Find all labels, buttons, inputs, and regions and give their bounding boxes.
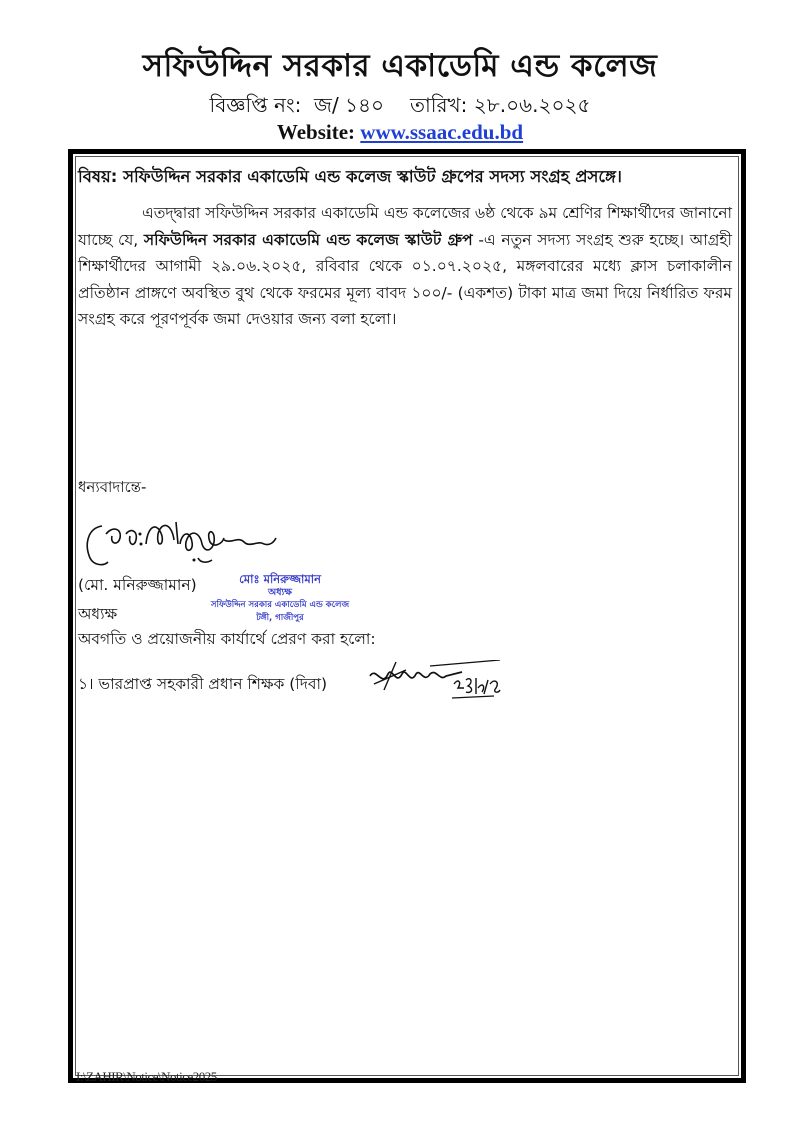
signature-scribble-icon <box>82 514 282 572</box>
principal-signature <box>82 514 282 576</box>
website-label: Website: <box>276 120 356 144</box>
signer-role: অধ্যক্ষ <box>78 605 118 623</box>
signer-name: (মো. মনিরুজ্জামান) <box>78 576 197 594</box>
notice-content <box>78 160 732 333</box>
notice-body-part2: -এ নতুন সদস্য সংগ্রহ শুরু হচ্ছে। আগ্রহী শিক্ষার্থীদের আগামী ২৯.০৬.২০২৫, রবিবার থেকে ০১.০৭.২০২৫, মঙ্গলবারের মধ্যে ক্লাস চলাকালীন প্রতিষ্ঠান প্রাঙ্গণে অবস্থিত বুথ থেকে ফরমের মূল্য বাবদ ১০০/- (একশত) টাকা মাত্র জমা দিয়ে নির্ধারিত ফরম সংগ্রহ করে পূরণপূর্বক জমা দেওয়ার জন্য বলা হলো। <box>78 230 732 328</box>
notice-subject: বিষয়: সফিউদ্দিন সরকার একাডেমি এন্ড কলেজ স্কাউট গ্রুপের সদস্য সংগ্রহ প্রসঙ্গে। <box>78 167 622 186</box>
notice-body <box>78 200 732 333</box>
institution-title: সফিউদ্দিন সরকার একাডেমি এন্ড কলেজ <box>142 48 658 84</box>
notice-body-part1: এতদ্দ্বারা সফিউদ্দিন সরকার একাডেমি এন্ড কলেজের ৬ষ্ঠ থেকে ৯ম শ্রেণির শিক্ষার্থীদের জানানো যাচ্ছে যে, <box>78 204 732 249</box>
closing-text: ধন্যবাদান্তে- <box>78 478 147 496</box>
notice-number: জ/ ১৪০ <box>314 93 384 117</box>
seal-role: অধ্যক্ষ <box>267 587 292 598</box>
initial-scribble-icon <box>366 660 506 704</box>
official-seal <box>186 573 374 625</box>
notice-number-label: বিজ্ঞপ্তি নং: <box>209 93 302 117</box>
website-link[interactable]: www.ssaac.edu.bd <box>360 120 524 144</box>
initial-signature <box>366 660 506 708</box>
seal-location: টঙ্গী, গাজীপুর <box>256 613 304 623</box>
cc-list-item: ১। ভারপ্রাপ্ত সহকারী প্রধান শিক্ষক (দিবা) <box>78 675 328 693</box>
website-line <box>0 119 800 145</box>
notice-body-bold: সফিউদ্দিন সরকার একাডেমি এন্ড কলেজ স্কাউট গ্রুপ <box>143 230 473 249</box>
notice-date-label: তারিখ: <box>410 93 468 117</box>
notice-date: ২৮.০৬.২০২৫ <box>473 93 591 117</box>
forward-note: অবগতি ও প্রয়োজনীয় কার্যার্থে প্রেরণ করা হলো: <box>78 630 376 648</box>
notice-meta <box>0 92 800 118</box>
file-path-footer: I:\ZAHIR\Notice\Notice2025 <box>76 1069 217 1084</box>
seal-name: মোঃ মনিরুজ্জামান <box>239 572 321 586</box>
seal-institution: সফিউদ্দিন সরকার একাডেমি এন্ড কলেজ <box>210 600 350 610</box>
